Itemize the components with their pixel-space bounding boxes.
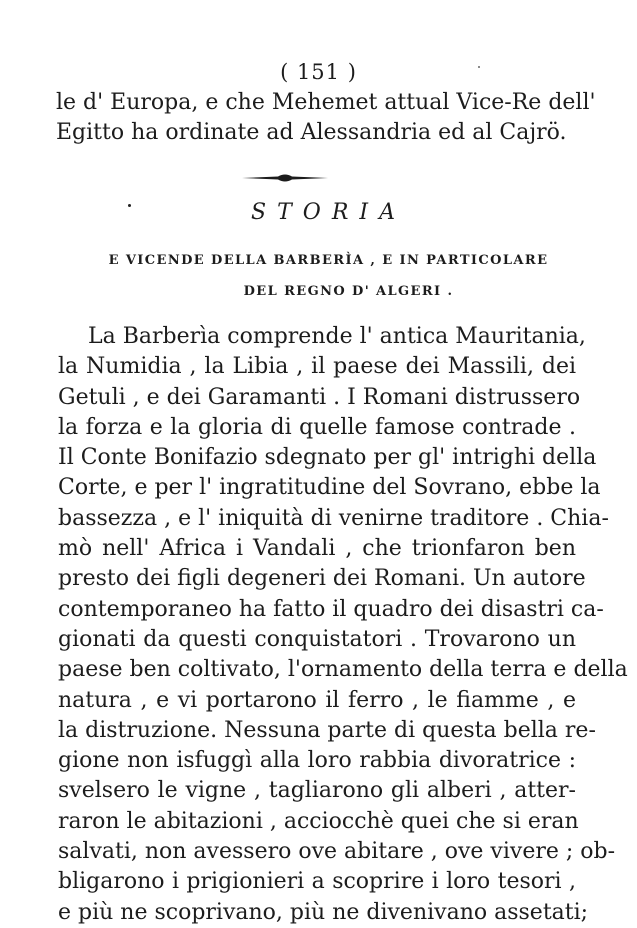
text-line: gione non isfuggì alla loro rabbia divoratrice : — [58, 748, 576, 774]
text-line: paese ben coltivato, l'ornamento della terra e della — [58, 657, 628, 683]
text-line: raron le abitazioni , acciocchè quei che si eran — [58, 808, 579, 834]
text-line: salvati, non avessero ove abitare , ove vivere ; ob- — [58, 839, 616, 865]
text-line: Il Conte Bonifazio sdegnato per gl' intrighi della — [58, 445, 597, 471]
text-line: la distruzione. Nessuna parte di questa bella re- — [58, 717, 596, 743]
text-line: mò nell' Africa i Vandali , che trionfaron ben — [58, 536, 576, 562]
section-title: STORIA — [251, 200, 406, 225]
text-line: la forza e la gloria di quelle famose contrade . — [58, 414, 576, 440]
text-line: bassezza , e l' iniquità di venirne traditore . Chia- — [58, 505, 609, 531]
continuation-line: le d' Europa, e che Mehemet attual Vice-Re dell' — [56, 90, 596, 115]
text-line: contemporaneo ha fatto il quadro dei disastri ca- — [58, 596, 604, 622]
text-line: la Numidia , la Libia , il paese dei Massili, dei — [58, 354, 576, 380]
text-line: natura , e vi portarono il ferro , le fiamme , e — [58, 687, 576, 713]
continuation-line: Egitto ha ordinate ad Alessandria ed al Cajrö. — [56, 120, 567, 145]
section-divider-ornament — [240, 172, 330, 184]
ink-speck — [478, 66, 480, 68]
section-subtitle-line: E VICENDE DELLA BARBERÌA , E IN PARTICOLARE — [108, 253, 549, 268]
text-line: La Barberìa comprende l' antica Mauritania, — [88, 324, 586, 349]
text-line: svelsero le vigne , tagliarono gli alberi , atter- — [58, 778, 576, 804]
body-paragraph — [58, 322, 628, 928]
text-line: gionati da questi conquistatori . Trovarono un — [58, 626, 576, 652]
page-number: ( 151 ) — [280, 60, 357, 84]
text-line: e più ne scoprivano, più ne divenivano assetati; — [58, 899, 589, 925]
text-line: Corte, e per l' ingratitudine del Sovrano, ebbe la — [58, 475, 601, 501]
text-line: presto dei figli degeneri dei Romani. Un autore — [58, 566, 586, 592]
text-line: Getuli , e dei Garamanti . I Romani distrussero — [58, 384, 581, 410]
text-line: bligarono i prigionieri a scoprire i loro tesori , — [58, 869, 576, 895]
section-subtitle-line: DEL REGNO D' ALGERI . — [243, 284, 454, 299]
